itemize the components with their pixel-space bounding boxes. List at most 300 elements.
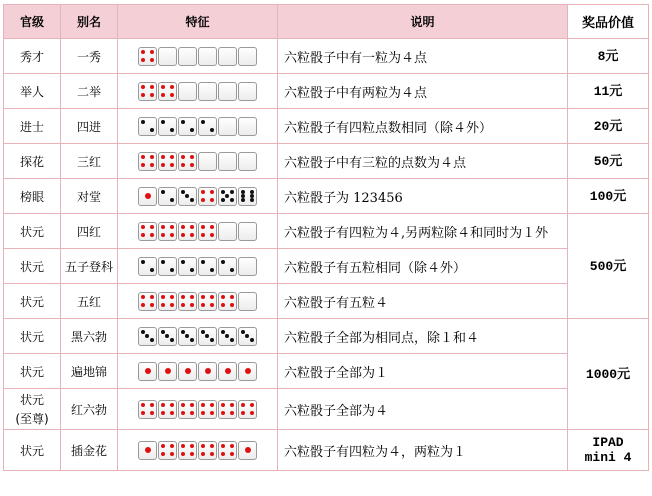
prize-cell: 8元 (568, 39, 649, 74)
description-cell: 六粒骰子为 123456 (278, 179, 568, 214)
pip (190, 411, 194, 415)
rank-cell: 状元 (4, 430, 61, 471)
pip (150, 233, 154, 237)
alias-cell: 对堂 (61, 179, 118, 214)
dice-set (138, 400, 257, 419)
pip (221, 190, 225, 194)
die-face-4-icon (138, 292, 157, 311)
pip (181, 411, 185, 415)
die-blank-icon (238, 257, 257, 276)
pip (161, 330, 165, 334)
header-feature: 特征 (118, 5, 278, 39)
dice-set (138, 327, 257, 346)
die-face-1-icon (198, 362, 217, 381)
die-face-1-icon (238, 362, 257, 381)
pip (230, 403, 234, 407)
pip (165, 368, 171, 374)
pip (141, 295, 145, 299)
die-face-4-icon (138, 222, 157, 241)
description-cell: 六粒骰子全部为１ (278, 354, 568, 389)
prize-line: IPAD (592, 435, 624, 450)
table-row (4, 319, 649, 354)
die-blank-icon (238, 47, 257, 66)
prize-line: mini 4 (584, 450, 632, 465)
pip (141, 58, 145, 62)
table-row (4, 109, 649, 144)
die-blank-icon (178, 82, 197, 101)
pip (225, 194, 229, 198)
table-row (4, 214, 649, 249)
die-face-2-icon (198, 117, 217, 136)
pip (170, 411, 174, 415)
pip (201, 452, 205, 456)
die-face-4-icon (198, 292, 217, 311)
pip (181, 403, 185, 407)
table-row (4, 74, 649, 109)
die-face-4-icon (178, 222, 197, 241)
pip (161, 233, 165, 237)
die-face-1-icon (138, 362, 157, 381)
pip (230, 268, 234, 272)
pip (201, 295, 205, 299)
die-face-1-icon (158, 362, 177, 381)
pip (161, 85, 165, 89)
dice-set (138, 441, 257, 460)
alias-cell: 五子登科 (61, 249, 118, 284)
pip (150, 411, 154, 415)
rank-cell: 举人 (4, 74, 61, 109)
pip (161, 155, 165, 159)
die-face-4-icon (198, 400, 217, 419)
pip (161, 190, 165, 194)
die-face-3-icon (158, 327, 177, 346)
pip (241, 403, 245, 407)
rank-cell: 状元 (4, 319, 61, 354)
pip (190, 452, 194, 456)
rank-cell: 状元 (4, 354, 61, 389)
pip (230, 452, 234, 456)
pip (201, 120, 205, 124)
pip (170, 303, 174, 307)
pip (150, 268, 154, 272)
die-blank-icon (218, 117, 237, 136)
pip (141, 155, 145, 159)
pip (145, 447, 151, 453)
pip (245, 334, 249, 338)
pip (170, 163, 174, 167)
rank-cell: 榜眼 (4, 179, 61, 214)
pip (161, 225, 165, 229)
pip (170, 452, 174, 456)
pip (161, 403, 165, 407)
die-face-4-icon (198, 222, 217, 241)
rank-cell: 进士 (4, 109, 61, 144)
die-face-1-icon (218, 362, 237, 381)
dice-set (138, 47, 257, 66)
die-blank-icon (178, 47, 197, 66)
die-blank-icon (218, 152, 237, 171)
pip (205, 368, 211, 374)
alias-cell: 三红 (61, 144, 118, 179)
pip (150, 295, 154, 299)
pip (201, 233, 205, 237)
pip (181, 190, 185, 194)
dice-set (138, 82, 257, 101)
pip (141, 93, 145, 97)
pip (181, 303, 185, 307)
die-face-3-icon (198, 327, 217, 346)
pip (185, 368, 191, 374)
dice-set (138, 152, 257, 171)
die-face-4-icon (178, 292, 197, 311)
alias-cell: 遍地锦 (61, 354, 118, 389)
die-face-2-icon (158, 257, 177, 276)
pip (150, 58, 154, 62)
pip (190, 303, 194, 307)
pip (141, 303, 145, 307)
pip (230, 411, 234, 415)
pip (250, 198, 254, 202)
pip (141, 403, 145, 407)
pip (141, 330, 145, 334)
table-row (4, 389, 649, 430)
pip (210, 303, 214, 307)
pip (210, 338, 214, 342)
pip (210, 128, 214, 132)
pip (210, 403, 214, 407)
pip (221, 295, 225, 299)
alias-cell: 四进 (61, 109, 118, 144)
pip (230, 295, 234, 299)
die-face-6-icon (238, 187, 257, 206)
prize-cell: 50元 (568, 144, 649, 179)
die-face-4-icon (178, 152, 197, 171)
table-row (4, 39, 649, 74)
pip (170, 225, 174, 229)
pip (141, 85, 145, 89)
die-face-4-icon (218, 400, 237, 419)
die-face-4-icon (158, 82, 177, 101)
pip (150, 303, 154, 307)
pip (190, 225, 194, 229)
pip (190, 233, 194, 237)
pip (221, 444, 225, 448)
pip (250, 338, 254, 342)
description-cell: 六粒骰子有五粒４ (278, 284, 568, 319)
die-face-1-icon (238, 441, 257, 460)
description-cell: 六粒骰子全部为４ (278, 389, 568, 430)
die-face-2-icon (178, 117, 197, 136)
pip (170, 268, 174, 272)
pip (150, 128, 154, 132)
description-cell: 六粒骰子中有两粒为４点 (278, 74, 568, 109)
dice-cell (118, 319, 278, 354)
pip (250, 403, 254, 407)
die-face-1-icon (138, 441, 157, 460)
pip (170, 444, 174, 448)
pip (205, 334, 209, 338)
pip (161, 120, 165, 124)
pip (201, 403, 205, 407)
dice-cell (118, 249, 278, 284)
pip (161, 411, 165, 415)
rank-label: 状元 (19, 393, 44, 407)
die-face-4-icon (198, 441, 217, 460)
pip (201, 303, 205, 307)
description-cell: 六粒骰子有五粒相同（除４外） (278, 249, 568, 284)
die-blank-icon (158, 47, 177, 66)
pip (161, 452, 165, 456)
alias-cell: 红六勃 (61, 389, 118, 430)
table-row (4, 284, 649, 319)
pip (141, 50, 145, 54)
description-cell: 六粒骰子有四粒为４，两粒为１ (278, 430, 568, 471)
dice-cell (118, 284, 278, 319)
pip (210, 295, 214, 299)
die-face-1-icon (178, 362, 197, 381)
table-row (4, 144, 649, 179)
pip (150, 93, 154, 97)
pip (210, 452, 214, 456)
pip (181, 233, 185, 237)
pip (170, 338, 174, 342)
die-face-4-icon (138, 82, 157, 101)
die-face-2-icon (198, 257, 217, 276)
table-row (4, 354, 649, 389)
die-face-2-icon (138, 117, 157, 136)
alias-cell: 二举 (61, 74, 118, 109)
pip (165, 334, 169, 338)
dice-cell (118, 214, 278, 249)
pip (241, 330, 245, 334)
dice-cell (118, 354, 278, 389)
dice-cell (118, 179, 278, 214)
die-face-4-icon (138, 400, 157, 419)
die-face-4-icon (138, 47, 157, 66)
pip (161, 163, 165, 167)
die-blank-icon (198, 152, 217, 171)
pip (141, 411, 145, 415)
dice-cell (118, 144, 278, 179)
pip (221, 303, 225, 307)
prize-cell: 11元 (568, 74, 649, 109)
pip (181, 163, 185, 167)
pip (141, 120, 145, 124)
pip (230, 444, 234, 448)
pip (150, 85, 154, 89)
pip (181, 260, 185, 264)
pip (230, 190, 234, 194)
dice-set (138, 117, 257, 136)
pip (150, 50, 154, 54)
die-face-2-icon (158, 187, 177, 206)
description-cell: 六粒骰子中有三粒的点数为４点 (278, 144, 568, 179)
pip (201, 411, 205, 415)
die-face-4-icon (158, 441, 177, 460)
header-rank: 官级 (4, 5, 61, 39)
pip (170, 233, 174, 237)
pip (150, 338, 154, 342)
pip (210, 198, 214, 202)
pip (161, 260, 165, 264)
header-row (4, 5, 649, 39)
die-face-1-icon (138, 187, 157, 206)
prize-cell: 500元 (568, 214, 649, 319)
pip (190, 155, 194, 159)
table-row (4, 249, 649, 284)
prize-cell: 100元 (568, 179, 649, 214)
pip (185, 334, 189, 338)
table-row (4, 430, 649, 471)
pip (145, 334, 149, 338)
description-cell: 六粒骰子有四粒点数相同（除４外） (278, 109, 568, 144)
die-face-2-icon (158, 117, 177, 136)
pip (170, 155, 174, 159)
pip (225, 368, 231, 374)
pip (190, 268, 194, 272)
pip (190, 444, 194, 448)
pip (201, 444, 205, 448)
pip (161, 93, 165, 97)
description-cell: 六粒骰子全部为相同点，除１和４ (278, 319, 568, 354)
pip (150, 155, 154, 159)
rank-cell: 秀才 (4, 39, 61, 74)
pip (221, 198, 225, 202)
pip (190, 403, 194, 407)
dice-set (138, 292, 257, 311)
die-face-3-icon (138, 327, 157, 346)
dice-set (138, 187, 257, 206)
pip (245, 447, 251, 453)
pip (185, 194, 189, 198)
die-face-2-icon (218, 257, 237, 276)
pip (141, 163, 145, 167)
pip (181, 155, 185, 159)
pip (170, 128, 174, 132)
pip (230, 303, 234, 307)
die-face-4-icon (158, 222, 177, 241)
pip (201, 330, 205, 334)
die-face-3-icon (218, 327, 237, 346)
pip (170, 198, 174, 202)
dice-cell (118, 389, 278, 430)
pip (161, 303, 165, 307)
pip (221, 330, 225, 334)
die-blank-icon (218, 47, 237, 66)
dice-cell (118, 74, 278, 109)
pip (230, 198, 234, 202)
pip (210, 190, 214, 194)
pip (181, 225, 185, 229)
rank-cell: 探花 (4, 144, 61, 179)
die-blank-icon (198, 47, 217, 66)
pip (221, 411, 225, 415)
pip (201, 198, 205, 202)
die-face-2-icon (178, 257, 197, 276)
pip (230, 338, 234, 342)
pip (245, 368, 251, 374)
rank-cell: 状元 (4, 249, 61, 284)
rank-sublabel: (至尊) (15, 412, 49, 426)
pip (221, 452, 225, 456)
die-blank-icon (218, 222, 237, 241)
pip (181, 452, 185, 456)
pip (141, 225, 145, 229)
pip (170, 403, 174, 407)
alias-cell: 插金花 (61, 430, 118, 471)
pip (181, 330, 185, 334)
die-face-4-icon (218, 441, 237, 460)
die-blank-icon (238, 117, 257, 136)
die-face-3-icon (178, 187, 197, 206)
pip (190, 163, 194, 167)
pip (210, 411, 214, 415)
pip (210, 233, 214, 237)
dice-cell (118, 430, 278, 471)
header-alias: 别名 (61, 5, 118, 39)
pip (210, 444, 214, 448)
pip (201, 190, 205, 194)
pip (210, 268, 214, 272)
pip (170, 93, 174, 97)
pip (201, 225, 205, 229)
die-blank-icon (218, 82, 237, 101)
pip (181, 120, 185, 124)
alias-cell: 一秀 (61, 39, 118, 74)
pip (190, 128, 194, 132)
dice-cell (118, 109, 278, 144)
pip (181, 295, 185, 299)
die-face-4-icon (158, 292, 177, 311)
pip (145, 193, 151, 199)
pip (241, 411, 245, 415)
pip (161, 295, 165, 299)
die-face-4-icon (158, 152, 177, 171)
pip (150, 225, 154, 229)
dice-set (138, 222, 257, 241)
pip (150, 163, 154, 167)
pip (170, 85, 174, 89)
pip (170, 295, 174, 299)
alias-cell: 五红 (61, 284, 118, 319)
dice-set (138, 257, 257, 276)
pip (190, 295, 194, 299)
table-row (4, 179, 649, 214)
pip (241, 198, 245, 202)
die-blank-icon (238, 222, 257, 241)
prize-cell: 20元 (568, 109, 649, 144)
pip (190, 198, 194, 202)
die-face-4-icon (138, 152, 157, 171)
dice-cell (118, 39, 278, 74)
pip (141, 233, 145, 237)
prize-cell: 1000元 (568, 319, 649, 430)
pip (145, 368, 151, 374)
alias-cell: 黑六勃 (61, 319, 118, 354)
die-blank-icon (198, 82, 217, 101)
die-face-4-icon (238, 400, 257, 419)
header-description: 说明 (278, 5, 568, 39)
pip (221, 260, 225, 264)
rank-cell (4, 389, 61, 430)
description-cell: 六粒骰子有四粒为４,另两粒除４和同时为１外 (278, 214, 568, 249)
die-face-3-icon (238, 327, 257, 346)
die-blank-icon (238, 292, 257, 311)
pip (181, 444, 185, 448)
header-prize: 奖品价值 (568, 5, 649, 39)
die-face-4-icon (198, 187, 217, 206)
die-face-4-icon (218, 292, 237, 311)
